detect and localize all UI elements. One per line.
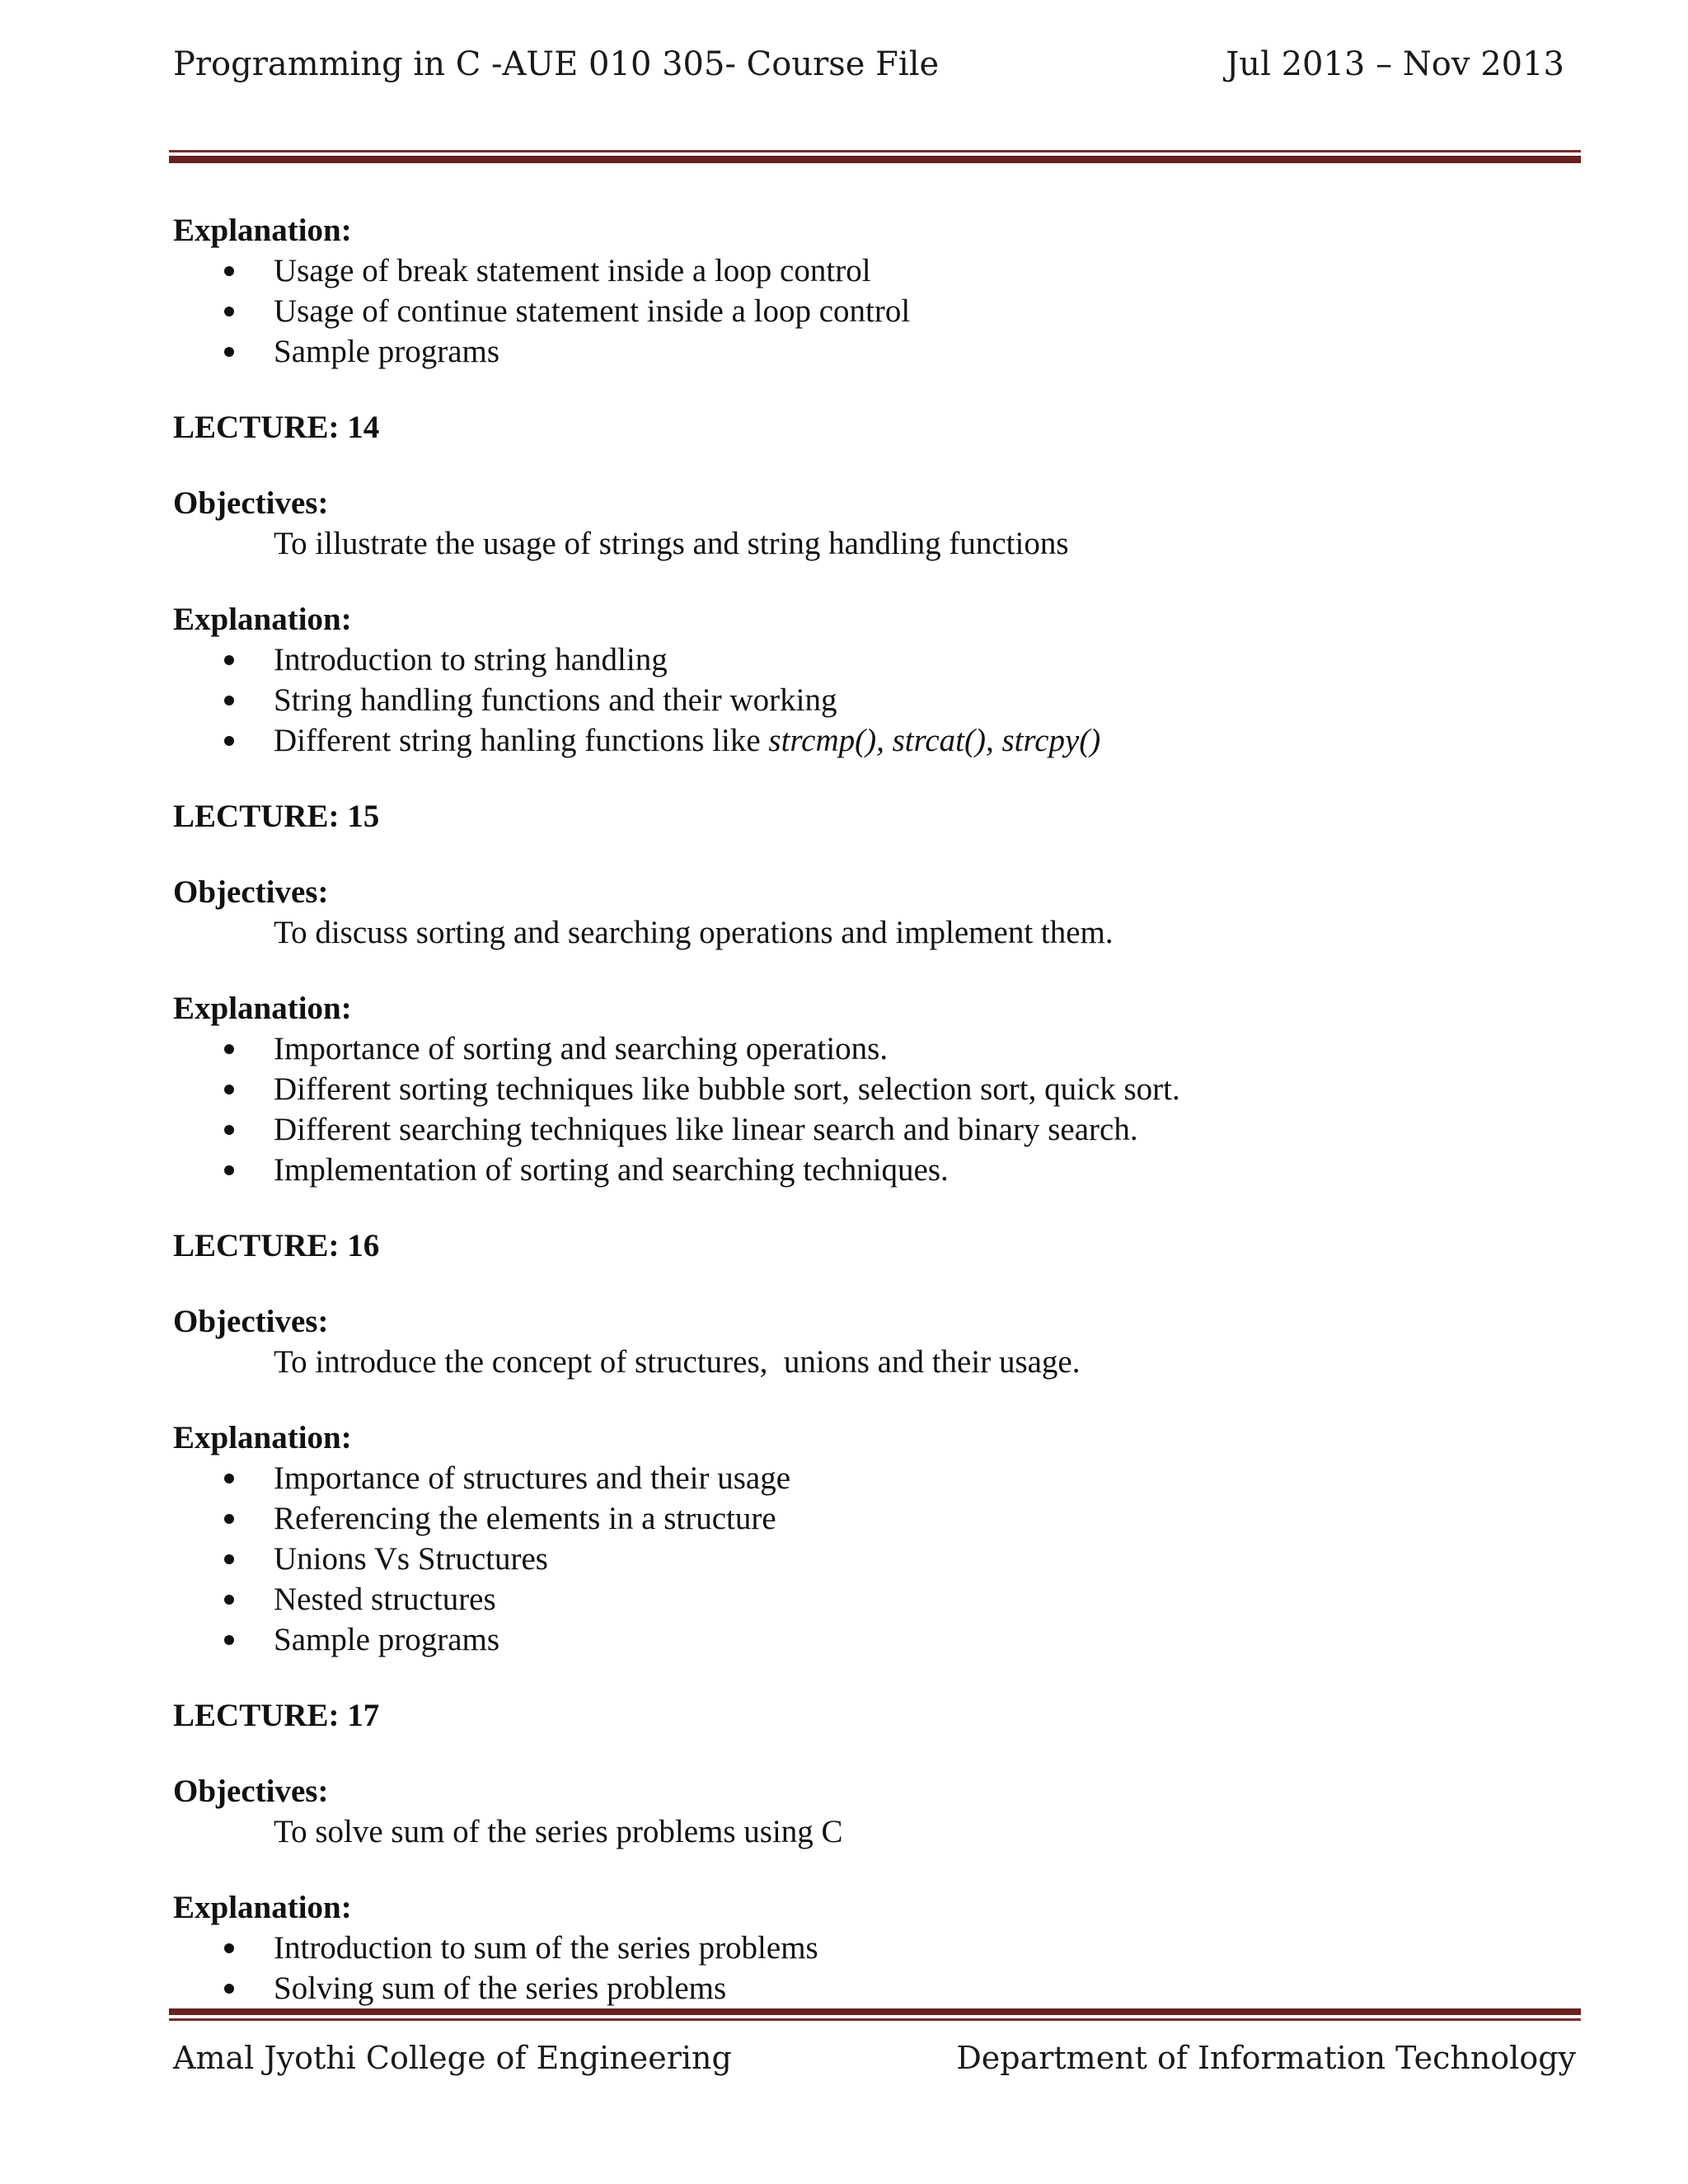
objectives-label: Objectives: <box>173 1304 329 1339</box>
explanation-list <box>173 1458 1574 1660</box>
bullet-icon <box>224 1514 234 1524</box>
list-item-text: Different string hanling functions like <box>274 723 769 758</box>
lecture-heading: LECTURE: 16 <box>173 1228 380 1263</box>
lecture-heading: LECTURE: 17 <box>173 1698 380 1733</box>
page-header-left: Programming in C -AUE 010 305- Course File <box>173 45 940 83</box>
objective-text: To introduce the concept of structures, unions and their usage. <box>274 1344 1081 1380</box>
bullet-icon <box>224 1554 234 1564</box>
list-item-text: Sample programs <box>274 334 500 369</box>
bullet-icon <box>224 696 234 705</box>
explanation-label: Explanation: <box>173 991 352 1026</box>
explanation-list <box>173 640 1574 761</box>
list-item <box>173 1458 1574 1498</box>
list-item-text: String handling functions and their working <box>274 682 837 718</box>
bullet-icon <box>224 1984 234 1994</box>
list-item <box>173 1619 1574 1660</box>
list-item-text: Introduction to string handling <box>274 642 668 677</box>
list-item <box>173 720 1574 761</box>
list-item-text: Sample programs <box>274 1622 500 1657</box>
objectives-label: Objectives: <box>173 1774 329 1809</box>
explanation-label: Explanation: <box>173 1420 352 1455</box>
list-item <box>173 680 1574 720</box>
list-item <box>173 1968 1574 2008</box>
explanation-label: Explanation: <box>173 213 352 248</box>
list-item-text: Different searching techniques like linear search and binary search. <box>274 1112 1138 1147</box>
page-footer-left: Amal Jyothi College of Engineering <box>173 2040 732 2076</box>
bullet-icon <box>224 307 234 316</box>
list-item <box>173 1069 1574 1109</box>
list-item-text: Implementation of sorting and searching techniques. <box>274 1152 949 1188</box>
list-item-text: Unions Vs Structures <box>274 1541 548 1577</box>
bullet-icon <box>224 1125 234 1135</box>
list-item <box>173 1579 1574 1619</box>
bullet-icon <box>224 1943 234 1953</box>
bullet-icon <box>224 1085 234 1094</box>
list-item <box>173 251 1574 291</box>
list-item-text: Solving sum of the series problems <box>274 1971 727 2006</box>
page-footer-right: Department of Information Technology <box>956 2040 1576 2076</box>
list-item <box>173 1928 1574 1968</box>
explanation-list <box>173 1029 1574 1190</box>
lecture-heading: LECTURE: 15 <box>173 799 380 834</box>
explanation-list <box>173 1928 1574 2008</box>
bullet-icon <box>224 266 234 276</box>
list-item-text: Introduction to sum of the series problems <box>274 1930 818 1966</box>
bullet-icon <box>224 1474 234 1483</box>
list-item <box>173 1150 1574 1190</box>
bullet-icon <box>224 347 234 357</box>
explanation-label: Explanation: <box>173 1890 352 1925</box>
list-item <box>173 640 1574 680</box>
bullet-icon <box>224 1635 234 1645</box>
bullet-icon <box>224 655 234 665</box>
list-item <box>173 291 1574 331</box>
list-item-text: Different sorting techniques like bubble sort, selection sort, quick sort. <box>274 1071 1180 1107</box>
list-item <box>173 1539 1574 1579</box>
list-item-text: Referencing the elements in a structure <box>274 1501 776 1536</box>
list-item <box>173 1029 1574 1069</box>
bullet-icon <box>224 1044 234 1054</box>
list-item-text: Importance of sorting and searching operations. <box>274 1031 889 1066</box>
objective-text: To solve sum of the series problems using C <box>274 1814 843 1849</box>
explanation-list <box>173 251 1574 372</box>
list-item <box>173 1109 1574 1150</box>
footer-rule <box>169 2008 1581 2021</box>
bullet-icon <box>224 736 234 746</box>
list-item-text: Nested structures <box>274 1582 496 1617</box>
objective-text: To illustrate the usage of strings and string handling functions <box>274 526 1069 561</box>
objectives-label: Objectives: <box>173 874 329 910</box>
page-header-right: Jul 2013 – Nov 2013 <box>1226 45 1564 83</box>
list-item-text: Usage of break statement inside a loop control <box>274 253 871 288</box>
objective-text: To discuss sorting and searching operations and implement them. <box>274 915 1114 950</box>
document-body <box>173 210 1574 2008</box>
bullet-icon <box>224 1165 234 1175</box>
list-item-text: Usage of continue statement inside a loop control <box>274 293 911 329</box>
header-rule <box>169 150 1581 163</box>
function-names: strcmp(), strcat(), strcpy() <box>768 723 1101 758</box>
explanation-label: Explanation: <box>173 602 352 637</box>
list-item-text: Importance of structures and their usage <box>274 1460 791 1496</box>
list-item <box>173 331 1574 372</box>
objectives-label: Objectives: <box>173 485 329 521</box>
bullet-icon <box>224 1595 234 1605</box>
list-item <box>173 1498 1574 1539</box>
lecture-heading: LECTURE: 14 <box>173 410 380 445</box>
